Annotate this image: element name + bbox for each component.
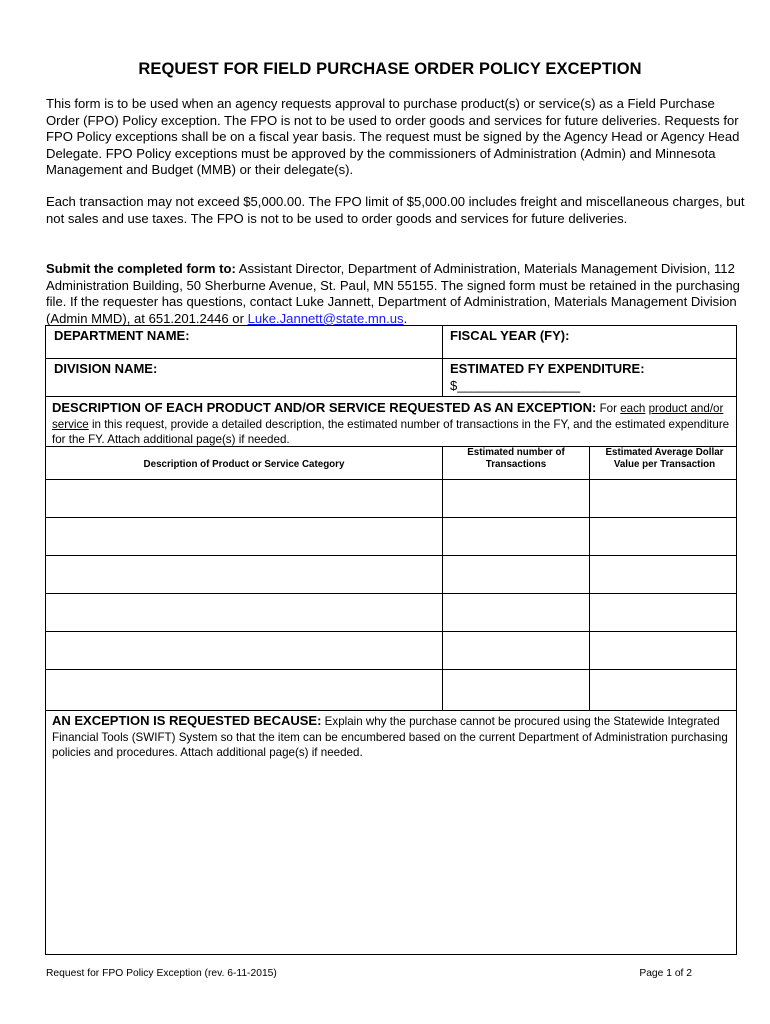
footer-revision: Request for FPO Policy Exception (rev. 6-11-2015) — [46, 968, 277, 979]
description-instructions — [52, 400, 732, 448]
header-divider — [442, 326, 443, 396]
submit-instructions — [46, 261, 746, 327]
footer-page-number: Page 1 of 2 — [639, 968, 692, 979]
exception-text: Explain why the purchase cannot be procured using the Statewide Integrated Financial Tools (SWIFT) System so that the item can be encumbered based on the current Department of Administration purchasing policies and procedures. Attach additional page(s) if needed. — [52, 715, 728, 759]
exception-instructions — [52, 713, 732, 761]
submit-text: Assistant Director, Department of Administration, Materials Management Division, 112 Administration Building, 50 Sherburne Avenue, St. Paul, MN 55155. The signed form must be retained in the purchasing file. If the requester has questions, contact Luke Jannett, Department of Administration, Materials Management Division (Admin MMD), at 651.201.2446 or — [46, 261, 740, 326]
description-label: DESCRIPTION OF EACH PRODUCT AND/OR SERVICE REQUESTED AS AN EXCEPTION: — [52, 400, 597, 415]
estimated-expenditure-label: ESTIMATED FY EXPENDITURE: — [450, 361, 645, 376]
col-header-avg-value: Estimated Average Dollar Value per Transaction — [605, 447, 724, 470]
division-name-label: DIVISION NAME: — [54, 361, 158, 376]
description-emph-product: product and/or service — [52, 402, 724, 431]
table-row-4-transactions[interactable] — [443, 594, 589, 632]
description-rest: in this request, provide a detailed description, the estimated number of transactions in the FY, and the estimated expenditure for the FY. Attach additional page(s) if needed. — [52, 417, 730, 446]
submit-label: Submit the completed form to: — [46, 261, 236, 276]
exception-label: AN EXCEPTION IS REQUESTED BECAUSE: — [52, 713, 322, 728]
description-emph-each: each — [620, 402, 646, 415]
exception-reason-field[interactable] — [50, 766, 732, 950]
request-form — [45, 325, 737, 955]
intro-paragraph-2: Each transaction may not exceed $5,000.00. The FPO limit of $5,000.00 includes freight and miscellaneous charges, but not sales and use taxes. The FPO is not to be used to order goods and services for future deliveries. — [46, 194, 745, 226]
table-row-3-avg-value[interactable] — [590, 556, 736, 594]
col-header-description: Description of Product or Service Category — [143, 459, 345, 470]
table-row-3-transactions[interactable] — [443, 556, 589, 594]
row-divider-2 — [46, 396, 736, 397]
contact-email-link[interactable]: Luke.Jannett@state.mn.us — [247, 310, 404, 326]
table-row-4-description[interactable] — [46, 594, 442, 632]
submit-end: . — [403, 310, 408, 326]
table-row-6-transactions[interactable] — [443, 670, 589, 710]
form-title: REQUEST FOR FIELD PURCHASE ORDER POLICY EXCEPTION — [138, 60, 642, 78]
table-row-5-transactions[interactable] — [443, 632, 589, 670]
table-row-5-avg-value[interactable] — [590, 632, 736, 670]
table-row-1-avg-value[interactable] — [590, 480, 736, 517]
fiscal-year-label: FISCAL YEAR (FY): — [450, 328, 570, 343]
table-row-2-description[interactable] — [46, 518, 442, 556]
table-row-6-description[interactable] — [46, 670, 442, 710]
department-name-field[interactable] — [50, 344, 440, 358]
table-row-4-avg-value[interactable] — [590, 594, 736, 632]
table-row-1-description[interactable] — [46, 480, 442, 517]
table-row-1-transactions[interactable] — [443, 480, 589, 517]
fiscal-year-field[interactable] — [446, 344, 734, 358]
table-row-2-avg-value[interactable] — [590, 518, 736, 556]
estimated-expenditure-field[interactable]: $_________________ — [450, 378, 581, 393]
col-header-transactions: Estimated number of Transactions — [467, 447, 565, 470]
table-bottom-border — [46, 710, 736, 711]
division-name-field[interactable] — [50, 377, 440, 393]
table-row-3-description[interactable] — [46, 556, 442, 594]
department-name-label: DEPARTMENT NAME: — [54, 328, 190, 343]
table-row-2-transactions[interactable] — [443, 518, 589, 556]
table-row-6-avg-value[interactable] — [590, 670, 736, 710]
row-divider-1 — [46, 358, 736, 359]
table-row-5-description[interactable] — [46, 632, 442, 670]
description-lead: For — [596, 402, 621, 415]
intro-paragraph-1: This form is to be used when an agency requests approval to purchase product(s) or service(s) as a Field Purchase Order (FPO) Policy exception. The FPO is not to be used to order goods and services for future deliveries. Requests for FPO Policy exceptions shall be on a fiscal year basis. The request must be signed by the Agency Head or Agency Head Delegate. FPO Policy exceptions must be approved by the commissioners of Administration (Admin) and Minnesota Management and Budget (MMB) or their delegate(s). — [46, 96, 740, 177]
